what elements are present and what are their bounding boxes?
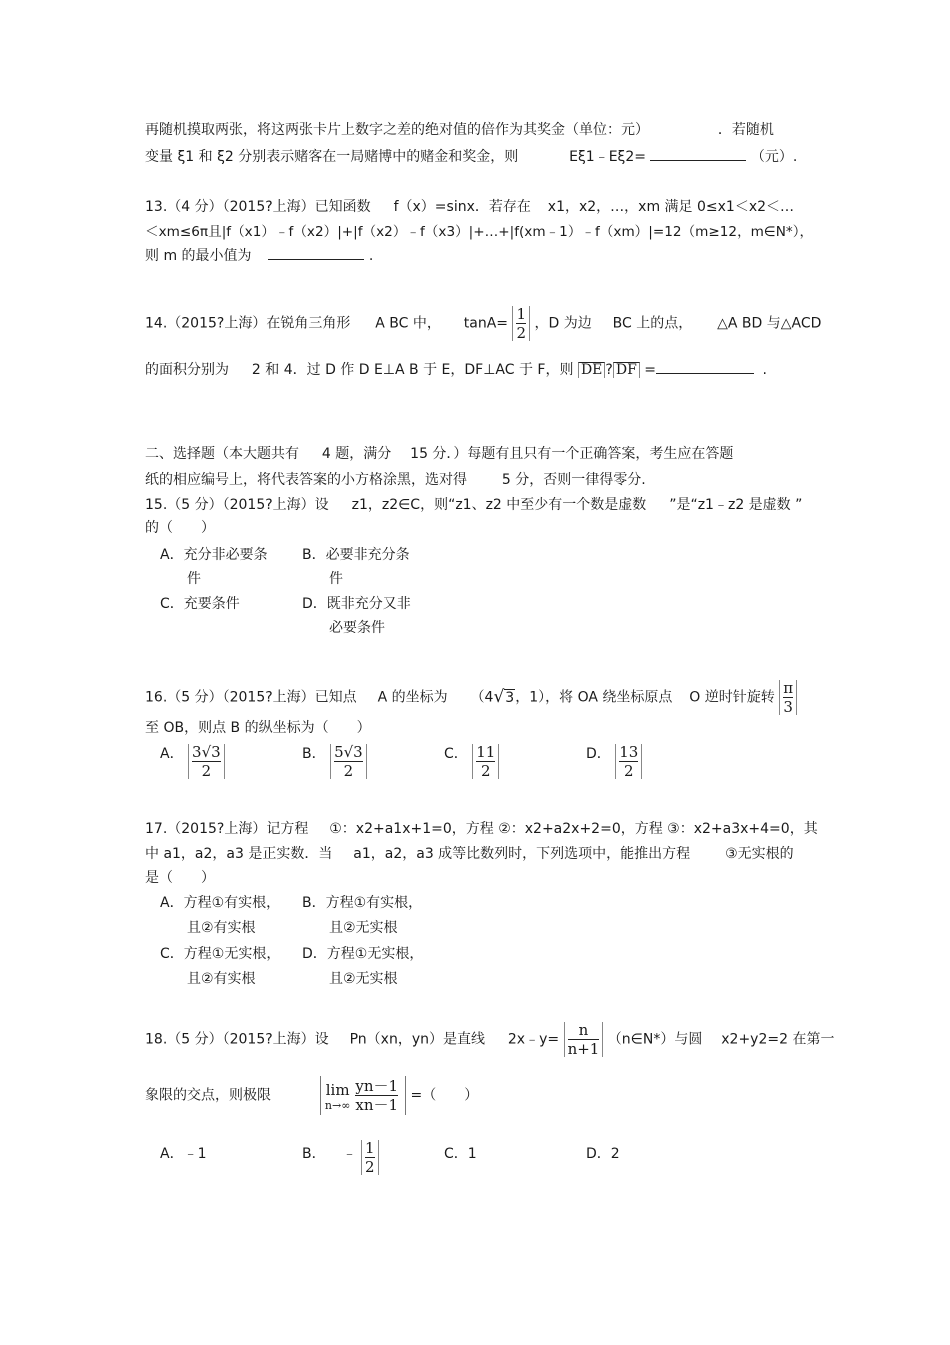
q15-option-c[interactable] <box>160 594 240 614</box>
q15-option-d[interactable] <box>302 594 411 638</box>
q16-text-1f: O 逆时针旋转 <box>689 689 775 706</box>
q17-option-a-line2: 且②有实根 <box>187 920 256 936</box>
q17-option-b-line2: 且②无实根 <box>329 920 398 936</box>
q16-option-d[interactable] <box>586 744 642 779</box>
q12-text-1: 再随机摸取两张，将这两张卡片上数字之差的绝对值的倍作为其奖金（单位：元） <box>145 122 649 138</box>
q12-text-2b: Eξ1﹣Eξ2= <box>569 149 646 165</box>
q16-option-c-den: 2 <box>481 762 491 780</box>
q16-option-a-den: 2 <box>201 762 212 780</box>
q16-pi-den: 3 <box>783 698 793 716</box>
q15-text-1a: 15.（5 分）（2015?上海）设 <box>145 497 329 513</box>
q16-option-b-label: B． <box>302 746 326 762</box>
q14-line1 <box>145 306 821 341</box>
section2-text-1b: 4 题，满分 <box>321 446 392 462</box>
q14-vector-de: DE <box>578 362 605 378</box>
section2-line1 <box>145 444 733 464</box>
q15-option-b-line2: 件 <box>329 571 343 587</box>
q14-vector-df: DF <box>613 362 640 378</box>
q16-pi-num: π <box>783 679 794 697</box>
q17-text-1a: 17.（2015?上海）记方程 <box>145 821 309 837</box>
q13-text-1a: 13.（4 分）（2015?上海）已知函数 <box>145 199 371 215</box>
q18-option-d[interactable] <box>586 1144 620 1164</box>
q17-option-a[interactable] <box>160 893 280 938</box>
q14-text-1e: BC 上的点， <box>612 315 693 332</box>
section2-text-2b: 5 分，否则一律得零分. <box>501 472 646 488</box>
q18-option-b-sign: ﹣ <box>342 1146 357 1162</box>
q15-text-2: 的（ ） <box>145 520 215 536</box>
q15-option-b[interactable] <box>302 545 410 589</box>
q12-line2 <box>145 146 797 167</box>
q14-text-2c: = <box>644 362 656 378</box>
q14-answer-blank[interactable] <box>656 359 754 374</box>
q14-text-1c: tanA= <box>463 315 509 332</box>
q16-option-d-num: 13 <box>619 743 639 761</box>
q15-option-d-line2: 必要条件 <box>329 620 385 636</box>
q17-text-1b: ①：x2+a1x+1=0，方程 ②：x2+a2x+2=0，方程 ③：x2+a3x+4=0，其 <box>329 821 818 837</box>
q17-text-2b: a1，a2，a3 成等比数列时，下列选项中，能推出方程 <box>353 846 691 862</box>
q17-option-b-line1: B．方程①有实根， <box>302 895 423 911</box>
q17-option-c-line2: 且②有实根 <box>187 971 256 987</box>
q17-option-a-line1: A．方程①有实根， <box>160 895 281 911</box>
q15-option-a-line1: A．充分非必要条 <box>160 547 268 563</box>
q14-text-2b: 2 和 4．过 D 作 D E⊥A B 于 E，DF⊥AC 于 F，则 <box>251 362 574 378</box>
q16-option-d-label: D． <box>586 746 611 762</box>
q16-option-c[interactable] <box>444 744 499 779</box>
q15-text-1c: ”是“z1﹣z2 是虚数 ” <box>669 497 803 513</box>
q16-option-a-fraction <box>188 744 225 779</box>
q18-text-1e: x2+y2=2 在第一 <box>721 1031 835 1048</box>
q17-text-3: 是（ ） <box>145 870 215 886</box>
q15-line2 <box>145 518 215 538</box>
q12-text-2a: 变量 ξ1 和 ξ2 分别表示赌客在一局赌博中的赌金和奖金，则 <box>145 149 519 165</box>
q18-text-2b: =（ ） <box>410 1087 479 1104</box>
section2-text-2a: 纸的相应编号上，将代表答案的小方格涂黑，选对得 <box>145 472 467 488</box>
q18-lim-den: xn－1 <box>355 1096 399 1114</box>
q18-option-c[interactable] <box>444 1144 477 1164</box>
q18-option-b-label: B． <box>302 1146 326 1162</box>
q16-line2 <box>145 718 371 738</box>
q12-line1 <box>145 120 774 140</box>
q18-text-2a: 象限的交点，则极限 <box>145 1087 271 1104</box>
q14-dot: ? <box>605 362 613 378</box>
q18-text-1a: 18.（5 分）（2015?上海）设 <box>145 1031 329 1048</box>
q13-text-1c: x1，x2，…，xm 满足 0≤x1＜x2＜… <box>547 199 795 215</box>
q14-frac-den: 2 <box>516 324 527 342</box>
q14-text-1d: ，D 为边 <box>534 315 592 332</box>
q15-text-1b: z1，z2∈C，则“z1、z2 中至少有一个数是虚数 <box>351 497 647 513</box>
q16-option-a-num: 3√3 <box>192 743 221 761</box>
q16-option-c-num: 11 <box>476 743 496 761</box>
section2-line2 <box>145 470 646 490</box>
q18-text-1d: （n∈N*）与圆 <box>607 1031 703 1048</box>
q16-option-c-label: C． <box>444 746 468 762</box>
q18-option-a-text: A．﹣1 <box>160 1146 207 1162</box>
section2-text-1c: 15 分．）每题有且只有一个正确答案，考生应在答题 <box>410 446 734 462</box>
q18-option-d-text: D．2 <box>586 1146 620 1162</box>
q16-text-1a: 16.（5 分）（2015?上海）已知点 <box>145 689 357 706</box>
q14-text-1f: △A BD 与△ACD <box>717 315 822 332</box>
q16-pi-fraction <box>779 680 797 715</box>
q16-option-c-fraction <box>472 744 499 779</box>
q14-fraction <box>512 306 530 341</box>
q13-line1 <box>145 197 794 217</box>
q16-option-b-fraction <box>330 744 367 779</box>
q17-text-2a: 中 a1，a2，a3 是正实数．当 <box>145 846 333 862</box>
q17-line2 <box>145 844 794 864</box>
q18-option-b-fraction <box>361 1140 379 1175</box>
q16-option-a-label: A． <box>160 746 184 762</box>
q13-line2 <box>145 222 813 242</box>
q15-line1 <box>145 495 802 515</box>
q18-frac-den: n+1 <box>567 1040 600 1058</box>
q18-lim-sub: n→∞ <box>324 1099 351 1112</box>
q12-answer-blank[interactable] <box>650 146 746 161</box>
q18-line2 <box>145 1076 478 1115</box>
q18-option-a[interactable] <box>160 1144 206 1164</box>
q15-option-b-line1: B．必要非充分条 <box>302 547 410 563</box>
q18-fraction <box>564 1022 604 1057</box>
q16-text-1e: ，1），将 OA 绕坐标原点 <box>515 689 673 706</box>
q18-text-1b: Pn（xn，yn）是直线 <box>349 1031 485 1048</box>
q16-sqrt: √3 <box>493 686 515 707</box>
q15-option-a[interactable] <box>160 545 268 589</box>
q16-text-2: 至 OB，则点 B 的纵坐标为（ ） <box>145 720 371 736</box>
q18-limit-expression <box>320 1076 406 1115</box>
q16-option-a[interactable] <box>160 744 225 779</box>
q13-text-3: 则 m 的最小值为 <box>145 248 252 264</box>
q16-option-b-den: 2 <box>343 762 354 780</box>
q17-option-d-line1: D．方程①无实根， <box>302 946 424 962</box>
q16-text-1b: A 的坐标为 <box>377 689 448 706</box>
q12-text-1-tail: ．若随机 <box>717 122 774 138</box>
q16-sqrt-radicand: 3 <box>505 689 515 706</box>
q18-lim <box>325 1080 350 1111</box>
q14-line2: 的面积分别为 2 和 4．过 D 作 D E⊥A B 于 E，DF⊥AC 于 F，则 DE ? DF = . <box>145 359 767 380</box>
q17-option-c-line1: C．方程①无实根， <box>160 946 281 962</box>
q12-text-2c: （元）. <box>750 149 798 165</box>
q13-line3: 则 m 的最小值为 . <box>145 245 373 266</box>
q16-option-b-num: 5√3 <box>334 743 363 761</box>
q18-option-c-text: C．1 <box>444 1146 477 1162</box>
q14-frac-num: 1 <box>516 305 527 323</box>
q17-text-2c: ③无实根的 <box>725 846 794 862</box>
q13-text-1b: f（x）=sinx．若存在 <box>393 199 531 215</box>
q18-option-b-num: 1 <box>364 1139 375 1157</box>
section2-text-1a: 二、选择题（本大题共有 <box>145 446 299 462</box>
q16-text-1c: （4 <box>470 689 494 706</box>
q15-option-c-line1: C．充要条件 <box>160 596 240 612</box>
q17-line1 <box>145 819 818 839</box>
q17-line3 <box>145 868 215 888</box>
q14-text-1b: A BC 中， <box>375 315 441 332</box>
q16-option-b[interactable] <box>302 744 367 779</box>
q18-lim-num: yn－1 <box>355 1077 399 1095</box>
q16-option-d-den: 2 <box>624 762 634 780</box>
q15-option-d-line1: D．既非充分又非 <box>302 596 411 612</box>
q17-option-d-line2: 且②无实根 <box>329 971 398 987</box>
q15-option-a-line2: 件 <box>187 571 201 587</box>
q18-line1 <box>145 1022 834 1057</box>
q17-option-c[interactable] <box>160 944 280 989</box>
q13-answer-blank[interactable] <box>268 245 364 260</box>
q14-text-2a: 的面积分别为 <box>145 362 229 378</box>
q17-option-b[interactable] <box>302 893 422 938</box>
q16-option-d-fraction <box>615 744 642 779</box>
q18-text-1c: 2x﹣y= <box>507 1031 560 1048</box>
q18-option-b[interactable] <box>302 1139 379 1176</box>
q18-lim-fraction <box>352 1078 401 1113</box>
q16-line1 <box>145 680 797 715</box>
q18-option-b-den: 2 <box>364 1158 375 1176</box>
q13-text-2: ＜xm≤6π且|f（x1）﹣f（x2）|+|f（x2）﹣f（x3）|+…+|f(xm﹣1）﹣f（xm）|=12（m≥12，m∈N*）， <box>145 224 814 240</box>
q18-frac-num: n <box>578 1021 589 1039</box>
q17-option-d[interactable] <box>302 944 423 989</box>
q14-text-1a: 14.（2015?上海）在锐角三角形 <box>145 315 351 332</box>
q18-lim-word: lim <box>325 1081 350 1099</box>
